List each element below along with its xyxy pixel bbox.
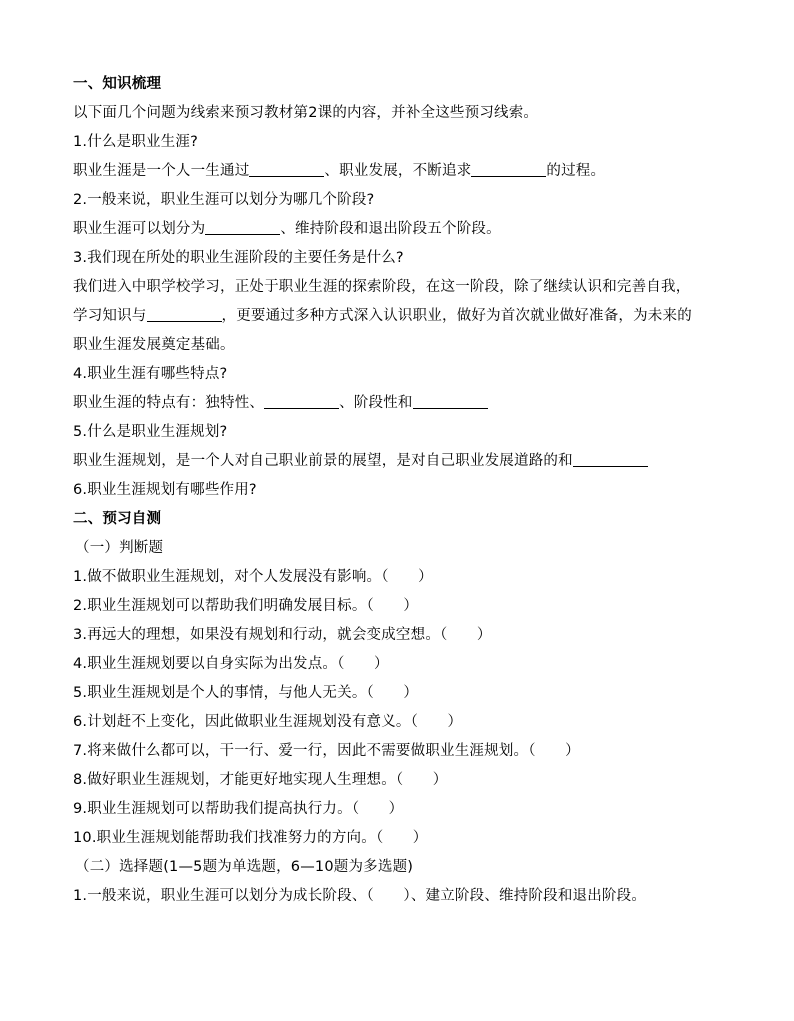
section-1-intro: 以下面几个问题为线索来预习教材第2课的内容，并补全这些预习线索。 [73, 105, 539, 121]
question-2: 2.一般来说，职业生涯可以划分为哪几个阶段? [73, 192, 375, 208]
true-false-item: 7.将来做什么都可以，干一行、爱一行，因此不需要做职业生涯规划。（ ） [73, 743, 580, 759]
true-false-item: 1.做不做职业生涯规划，对个人发展没有影响。（ ） [73, 569, 433, 585]
true-false-item: 3.再远大的理想，如果没有规划和行动，就会变成空想。（ ） [73, 627, 492, 643]
answer-3-line-3: 职业生涯发展奠定基础。 [73, 337, 235, 353]
true-false-item: 6.计划赶不上变化，因此做职业生涯规划没有意义。（ ） [73, 714, 463, 730]
answer-4-blank-a[interactable] [264, 392, 339, 409]
question-3: 3.我们现在所处的职业生涯阶段的主要任务是什么? [73, 250, 404, 266]
true-false-item: 5.职业生涯规划是个人的事情，与他人无关。（ ） [73, 685, 419, 701]
question-1: 1.什么是职业生涯? [73, 134, 199, 150]
worksheet [73, 70, 733, 911]
true-false-heading: （一）判断题 [75, 540, 164, 556]
answer-3-line-1: 我们进入中职学校学习，正处于职业生涯的探索阶段，在这一阶段，除了继续认识和完善自我， [73, 279, 691, 295]
answer-3-line-2 [73, 302, 733, 331]
answer-4-text-a: 职业生涯的特点有：独特性、 [73, 395, 265, 411]
true-false-item: 9.职业生涯规划可以帮助我们提高执行力。（ ） [73, 801, 404, 817]
section-2-heading: 二、预习自测 [73, 511, 162, 527]
multiple-choice-item: 1.一般来说，职业生涯可以划分为成长阶段、（ ）、建立阶段、维持阶段和退出阶段。 [73, 888, 647, 904]
answer-5 [73, 447, 733, 476]
true-false-item: 10.职业生涯规划能帮助我们找准努力的方向。（ ） [73, 830, 428, 846]
section-1-heading: 一、知识梳理 [73, 76, 162, 92]
true-false-item: 4.职业生涯规划要以自身实际为出发点。（ ） [73, 656, 389, 672]
answer-2 [73, 215, 733, 244]
answer-2-blank[interactable] [205, 218, 280, 235]
answer-1 [73, 157, 733, 186]
answer-2-text-a: 职业生涯可以划分为 [73, 221, 206, 237]
answer-1-text-c: 的过程。 [546, 163, 606, 179]
question-5: 5.什么是职业生涯规划? [73, 424, 228, 440]
answer-4-blank-b[interactable] [413, 392, 488, 409]
true-false-item: 2.职业生涯规划可以帮助我们明确发展目标。（ ） [73, 598, 419, 614]
answer-4 [73, 389, 733, 418]
answer-1-text-a: 职业生涯是一个人一生通过 [73, 163, 250, 179]
answer-2-text-b: 、维持阶段和退出阶段五个阶段。 [280, 221, 501, 237]
answer-3-text-b: ，更要通过多种方式深入认识职业，做好为首次就业做好准备，为未来的 [221, 308, 692, 324]
answer-1-blank-b[interactable] [471, 160, 546, 177]
answer-3-text-a: 学习知识与 [73, 308, 147, 324]
answer-4-text-b: 、阶段性和 [339, 395, 413, 411]
question-4: 4.职业生涯有哪些特点? [73, 366, 228, 382]
answer-5-text: 职业生涯规划，是一个人对自己职业前景的展望，是对自己职业发展道路的和 [73, 453, 573, 469]
answer-3-blank[interactable] [147, 305, 222, 322]
multiple-choice-heading: （二）选择题(1—5题为单选题，6—10题为多选题) [75, 859, 414, 875]
answer-5-blank[interactable] [573, 450, 648, 467]
question-6: 6.职业生涯规划有哪些作用? [73, 482, 257, 498]
true-false-item: 8.做好职业生涯规划，才能更好地实现人生理想。（ ） [73, 772, 448, 788]
answer-1-text-b: 、职业发展，不断追求 [324, 163, 472, 179]
answer-1-blank-a[interactable] [249, 160, 324, 177]
